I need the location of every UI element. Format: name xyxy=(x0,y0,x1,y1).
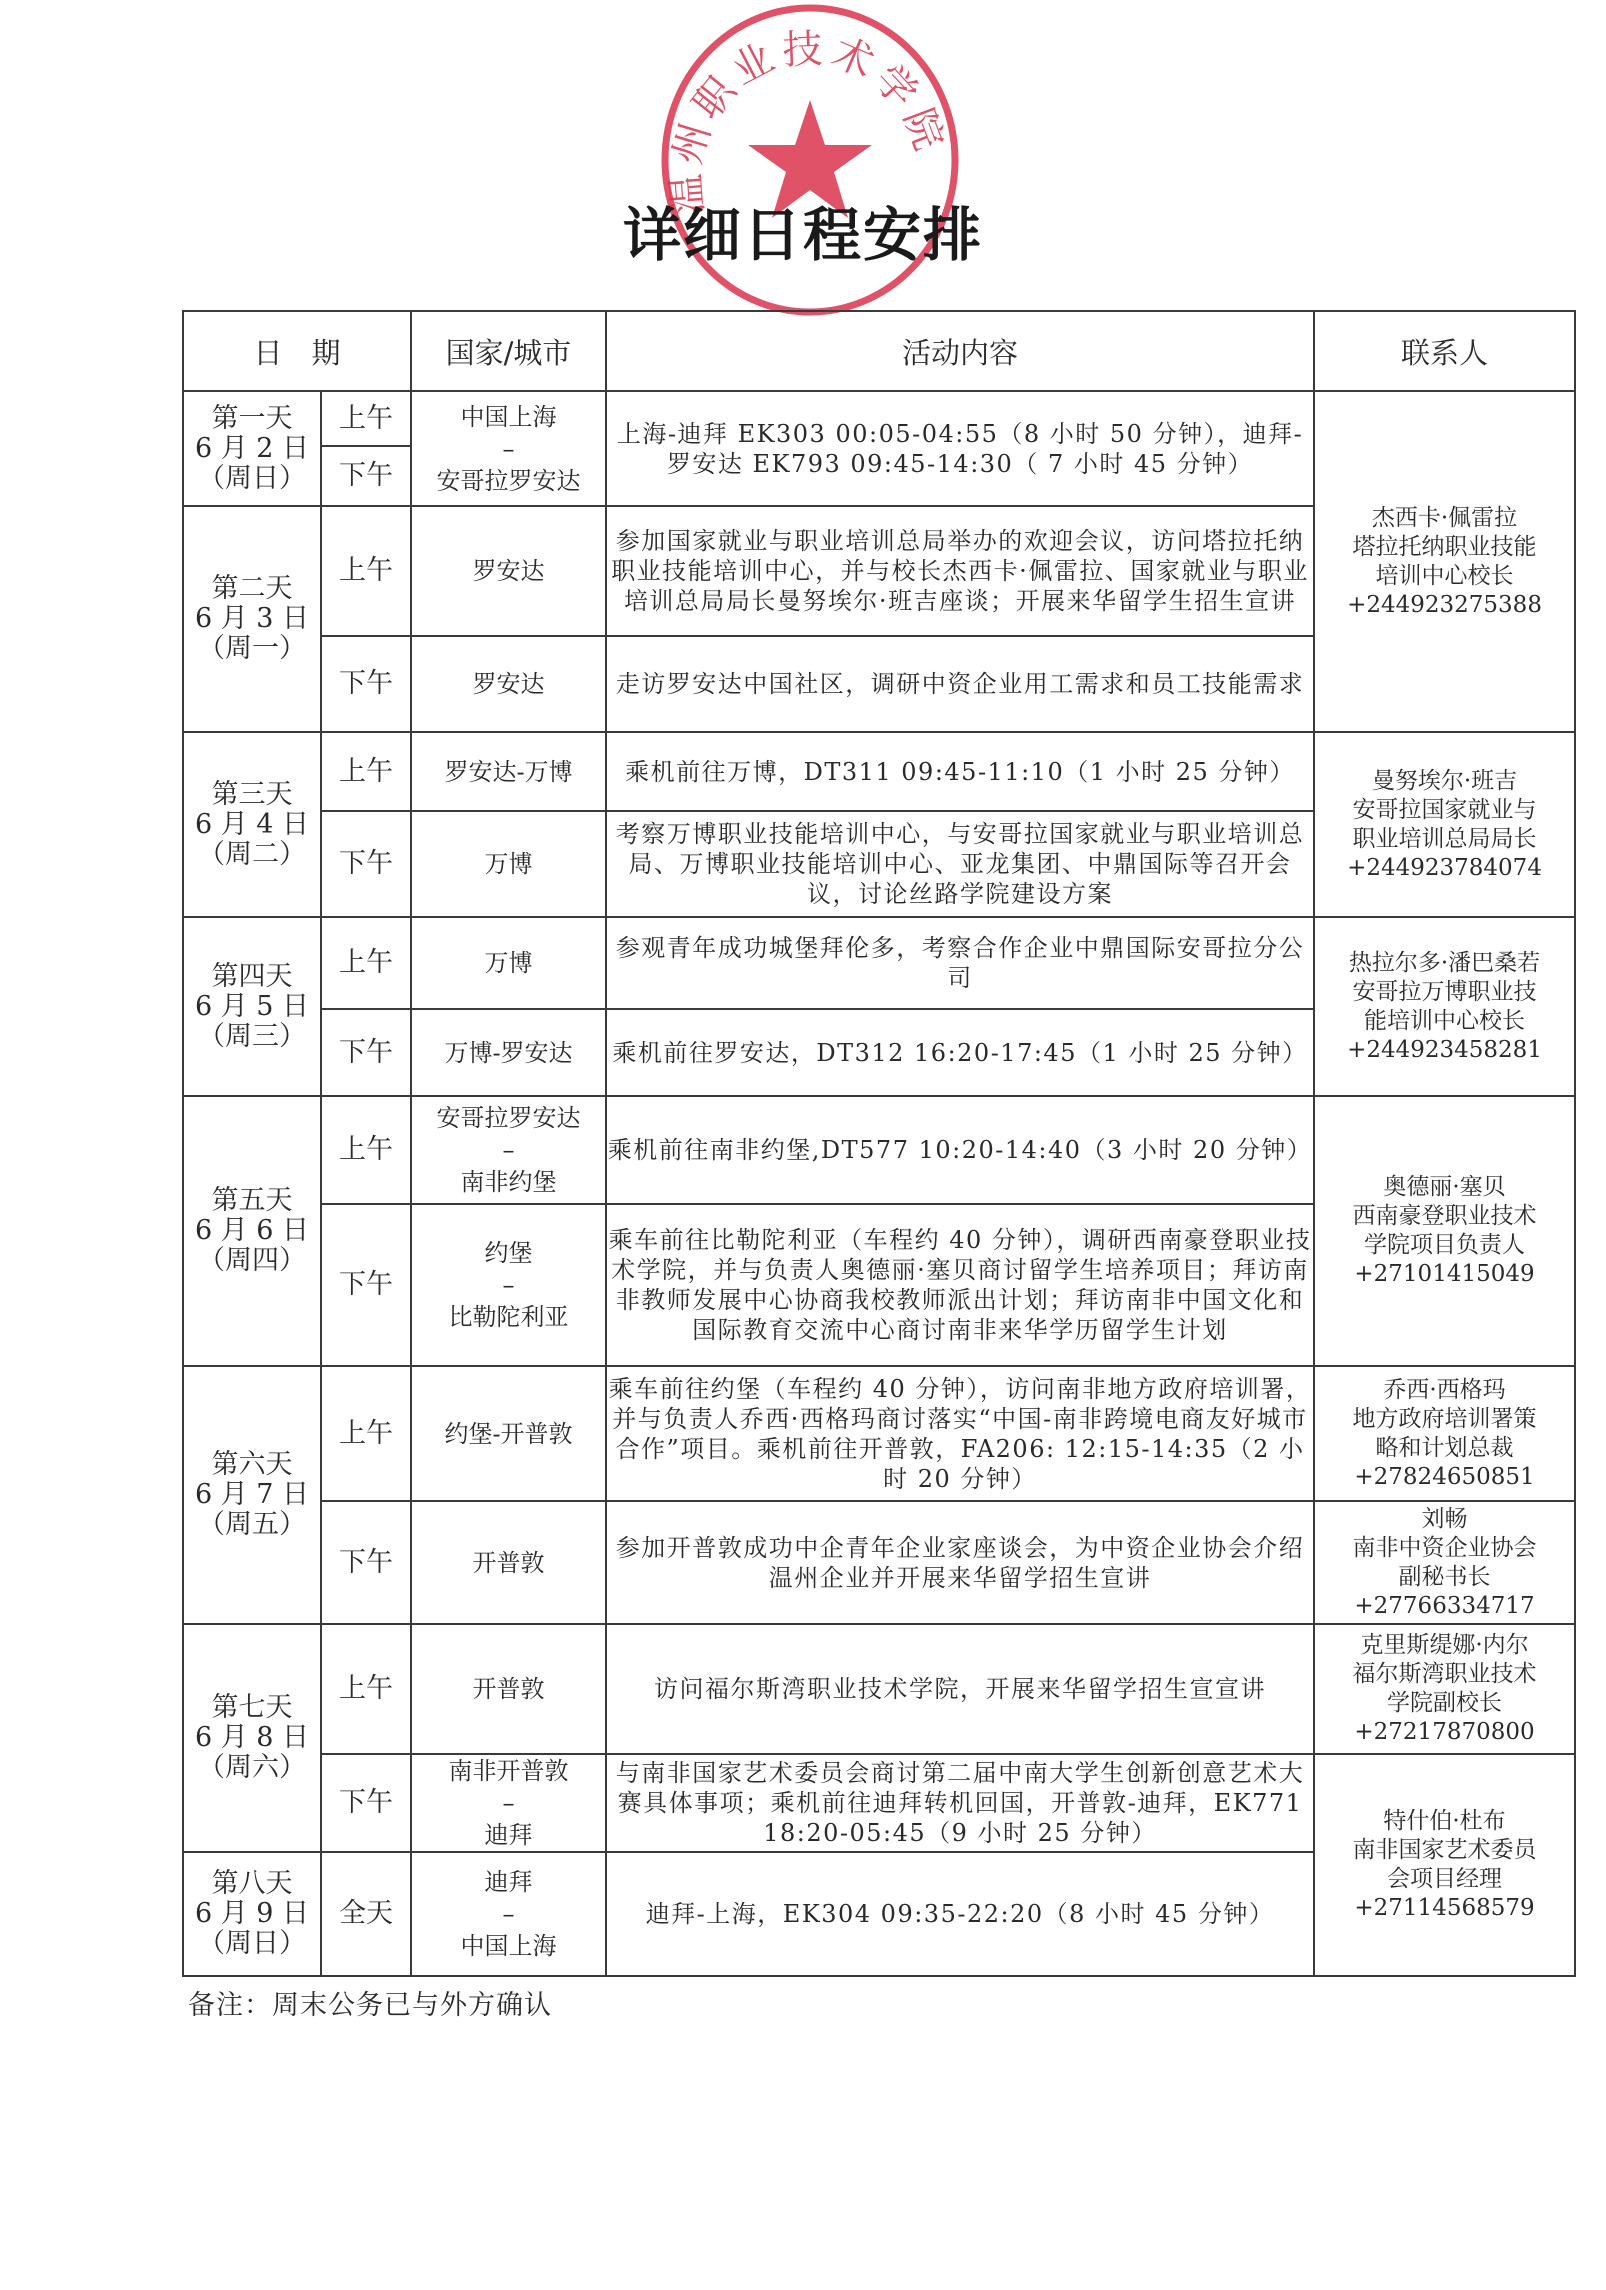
city-line: – xyxy=(502,1136,515,1164)
contact-title: 副秘书长 xyxy=(1398,1563,1491,1590)
city-line: 安哥拉罗安达 xyxy=(436,466,581,495)
header-row xyxy=(183,311,1575,391)
weekday-label: （周三） xyxy=(198,1020,306,1052)
slot-cell: 下午 xyxy=(321,1204,411,1366)
weekday-label: （周日） xyxy=(198,462,306,494)
activity-cell: 乘车前往约堡（车程约 40 分钟），访问南非地方政府培训署，并与负责人乔西·西格玛商讨落实“中国-南非跨境电商友好城市合作”项目。乘机前往开普敦，FA206: 12:15-14:35（2 小时 20 分钟） xyxy=(606,1366,1314,1501)
contact-phone: +27766334717 xyxy=(1354,1592,1535,1619)
city-cell: 万博-罗安达 xyxy=(411,1009,606,1096)
header-contact: 联系人 xyxy=(1314,311,1575,391)
city-line: 迪拜 xyxy=(484,1821,533,1849)
city-line: – xyxy=(502,1900,515,1928)
contact-title: 安哥拉国家就业与 xyxy=(1352,796,1537,823)
contact-name: 杰西卡·佩雷拉 xyxy=(1371,504,1518,531)
city-line: 中国上海 xyxy=(460,1932,557,1960)
slot-cell: 下午 xyxy=(321,1501,411,1624)
table-row xyxy=(183,917,1575,1009)
activity-cell: 参加国家就业与职业培训总局举办的欢迎会议，访问塔拉托纳职业技能培训中心，并与校长杰西卡·佩雷拉、国家就业与职业培训总局局长曼努埃尔·班吉座谈；开展来华留学生招生宣讲 xyxy=(606,506,1314,636)
contact-title: 能培训中心校长 xyxy=(1364,1007,1526,1034)
table-row xyxy=(183,1754,1575,1852)
contact-name: 奥德丽·塞贝 xyxy=(1383,1174,1506,1200)
contact-phone: +244923275388 xyxy=(1347,591,1542,618)
contact-title: 略和计划总裁 xyxy=(1375,1434,1514,1461)
slot-cell: 上午 xyxy=(321,1366,411,1501)
day-cell xyxy=(183,1624,321,1852)
contact-name: 刘畅 xyxy=(1421,1505,1468,1532)
city-cell xyxy=(411,1204,606,1366)
contact-cell xyxy=(1314,1096,1575,1366)
activity-cell: 走访罗安达中国社区，调研中资企业用工需求和员工技能需求 xyxy=(606,636,1314,732)
city-line: – xyxy=(502,1271,515,1299)
city-line: 迪拜 xyxy=(484,1868,533,1896)
day-label: 第六天 xyxy=(211,1449,293,1480)
contact-phone: +244923458281 xyxy=(1347,1036,1542,1063)
day-cell xyxy=(183,506,321,732)
contact-cell xyxy=(1314,1754,1575,1976)
contact-phone: +27101415049 xyxy=(1354,1261,1535,1287)
city-cell: 万博 xyxy=(411,811,606,917)
slot-cell: 下午 xyxy=(321,446,411,506)
slot-cell: 上午 xyxy=(321,732,411,811)
day-cell xyxy=(183,732,321,917)
city-line: – xyxy=(502,1789,515,1817)
date-label: 6 月 4 日 xyxy=(194,808,310,840)
city-cell: 罗安达-万博 xyxy=(411,732,606,811)
contact-name: 克里斯缇娜·内尔 xyxy=(1360,1632,1529,1658)
day-label: 第三天 xyxy=(211,778,293,810)
city-cell: 万博 xyxy=(411,917,606,1009)
day-label: 第四天 xyxy=(211,960,293,992)
day-label: 第五天 xyxy=(211,1185,293,1216)
contact-phone: +27217870800 xyxy=(1354,1719,1535,1745)
slot-cell: 上午 xyxy=(321,506,411,636)
contact-title: 学院副校长 xyxy=(1387,1690,1503,1716)
slot-cell: 上午 xyxy=(321,391,411,446)
city-line: 中国上海 xyxy=(460,402,557,431)
date-label: 6 月 7 日 xyxy=(194,1479,310,1510)
table-row xyxy=(183,1366,1575,1501)
contact-cell xyxy=(1314,917,1575,1096)
city-cell: 约堡-开普敦 xyxy=(411,1366,606,1501)
page-title: 详细日程安排 xyxy=(622,201,983,269)
table-row xyxy=(183,391,1575,446)
city-cell: 罗安达 xyxy=(411,636,606,732)
slot-cell: 上午 xyxy=(321,1624,411,1754)
footnote: 备注：周末公务已与外方确认 xyxy=(188,1990,552,2021)
day-cell xyxy=(183,1852,321,1976)
city-cell xyxy=(411,1852,606,1976)
day-cell xyxy=(183,1366,321,1624)
city-cell xyxy=(411,1754,606,1852)
date-label: 6 月 6 日 xyxy=(194,1215,310,1246)
header-city: 国家/城市 xyxy=(411,311,606,391)
city-line: 南非约堡 xyxy=(460,1168,557,1196)
contact-title: 塔拉托纳职业技能 xyxy=(1352,533,1537,560)
contact-title: 西南豪登职业技术 xyxy=(1352,1203,1537,1229)
contact-cell xyxy=(1314,1624,1575,1754)
date-label: 6 月 9 日 xyxy=(194,1898,310,1929)
slot-cell: 下午 xyxy=(321,636,411,732)
contact-title: 职业培训总局局长 xyxy=(1352,825,1537,852)
contact-cell xyxy=(1314,391,1575,732)
slot-cell: 上午 xyxy=(321,917,411,1009)
city-line: – xyxy=(502,434,515,463)
city-cell: 罗安达 xyxy=(411,506,606,636)
contact-phone: +244923784074 xyxy=(1347,854,1542,881)
table-row xyxy=(183,1624,1575,1754)
weekday-label: （周四） xyxy=(198,1245,306,1276)
activity-cell: 考察万博职业技能培训中心，与安哥拉国家就业与职业培训总局、万博职业技能培训中心、亚龙集团、中鼎国际等召开会议，讨论丝路学院建设方案 xyxy=(606,811,1314,917)
slot-cell: 下午 xyxy=(321,1754,411,1852)
weekday-label: （周一） xyxy=(198,633,306,664)
contact-name: 特什伯·杜布 xyxy=(1383,1808,1506,1834)
city-line: 安哥拉罗安达 xyxy=(436,1104,581,1132)
contact-title: 会项目经理 xyxy=(1387,1866,1503,1892)
city-line: 南非开普敦 xyxy=(448,1757,569,1785)
slot-cell: 上午 xyxy=(321,1096,411,1204)
activity-cell: 参观青年成功城堡拜伦多，考察合作企业中鼎国际安哥拉分公司 xyxy=(606,917,1314,1009)
date-label: 6 月 2 日 xyxy=(194,432,310,464)
date-label: 6 月 3 日 xyxy=(194,603,310,634)
city-cell: 开普敦 xyxy=(411,1624,606,1754)
day-cell xyxy=(183,917,321,1096)
contact-title: 安哥拉万博职业技 xyxy=(1352,978,1537,1005)
city-line: 比勒陀利亚 xyxy=(448,1303,569,1331)
day-label: 第一天 xyxy=(211,402,293,434)
activity-cell: 访问福尔斯湾职业技术学院，开展来华留学招生宣宣讲 xyxy=(606,1624,1314,1754)
day-cell xyxy=(183,391,321,506)
header-date: 日 期 xyxy=(183,311,411,391)
contact-title: 地方政府培训署策 xyxy=(1352,1405,1537,1432)
city-cell: 开普敦 xyxy=(411,1501,606,1624)
official-seal-stamp xyxy=(655,0,965,320)
day-label: 第二天 xyxy=(211,573,293,604)
city-cell xyxy=(411,1096,606,1204)
contact-title: 培训中心校长 xyxy=(1375,562,1514,589)
activity-cell: 乘机前往南非约堡,DT577 10:20-14:40（3 小时 20 分钟） xyxy=(606,1096,1314,1204)
slot-cell: 下午 xyxy=(321,1009,411,1096)
activity-cell: 迪拜-上海，EK304 09:35-22:20（8 小时 45 分钟） xyxy=(606,1852,1314,1976)
activity-cell: 乘机前往万博，DT311 09:45-11:10（1 小时 25 分钟） xyxy=(606,732,1314,811)
contact-title: 学院项目负责人 xyxy=(1364,1232,1526,1258)
activity-cell: 乘机前往罗安达，DT312 16:20-17:45（1 小时 25 分钟） xyxy=(606,1009,1314,1096)
activity-cell: 上海-迪拜 EK303 00:05-04:55（8 小时 50 分钟），迪拜-罗安达 EK793 09:45-14:30（ 7 小时 45 分钟） xyxy=(606,391,1314,506)
contact-phone: +27824650851 xyxy=(1354,1463,1535,1490)
contact-phone: +27114568579 xyxy=(1354,1895,1535,1921)
contact-cell xyxy=(1314,1366,1575,1501)
contact-name: 乔西·西格玛 xyxy=(1383,1376,1506,1403)
contact-cell xyxy=(1314,732,1575,917)
weekday-label: （周六） xyxy=(198,1752,306,1783)
city-line: 约堡 xyxy=(484,1239,533,1267)
contact-name: 热拉尔多·潘巴桑若 xyxy=(1348,949,1541,976)
contact-name: 曼努埃尔·班吉 xyxy=(1371,767,1518,794)
schedule-table xyxy=(182,310,1576,1977)
activity-cell: 与南非国家艺术委员会商讨第二届中南大学生创新创意艺术大赛具体事项；乘机前往迪拜转机回国，开普敦-迪拜，EK771 18:20-05:45（9 小时 25 分钟） xyxy=(606,1754,1314,1852)
weekday-label: （周五） xyxy=(198,1509,306,1540)
contact-title: 福尔斯湾职业技术 xyxy=(1352,1661,1537,1687)
slot-cell: 下午 xyxy=(321,811,411,917)
seal-text: 温州职业技术学院 xyxy=(662,26,954,216)
table-row xyxy=(183,1096,1575,1204)
contact-title: 南非中资企业协会 xyxy=(1352,1534,1537,1561)
city-cell xyxy=(411,391,606,506)
contact-title: 南非国家艺术委员 xyxy=(1352,1837,1537,1863)
day-cell xyxy=(183,1096,321,1366)
activity-cell: 乘车前往比勒陀利亚（车程约 40 分钟），调研西南豪登职业技术学院，并与负责人奥德丽·塞贝商讨留学生培养项目；拜访南非教师发展中心协商我校教师派出计划；拜访南非中国文化和国际教育交流中心商讨南非来华学历留学生计划 xyxy=(606,1204,1314,1366)
header-activity: 活动内容 xyxy=(606,311,1314,391)
day-label: 第七天 xyxy=(211,1692,293,1723)
activity-cell: 参加开普敦成功中企青年企业家座谈会，为中资企业协会介绍温州企业并开展来华留学招生宣讲 xyxy=(606,1501,1314,1624)
table-row xyxy=(183,732,1575,811)
day-label: 第八天 xyxy=(211,1868,293,1899)
contact-cell xyxy=(1314,1501,1575,1624)
date-label: 6 月 8 日 xyxy=(194,1722,310,1753)
date-label: 6 月 5 日 xyxy=(194,990,310,1022)
table-row xyxy=(183,1501,1575,1624)
weekday-label: （周二） xyxy=(198,838,306,870)
slot-cell: 全天 xyxy=(321,1852,411,1976)
weekday-label: （周日） xyxy=(198,1928,306,1959)
